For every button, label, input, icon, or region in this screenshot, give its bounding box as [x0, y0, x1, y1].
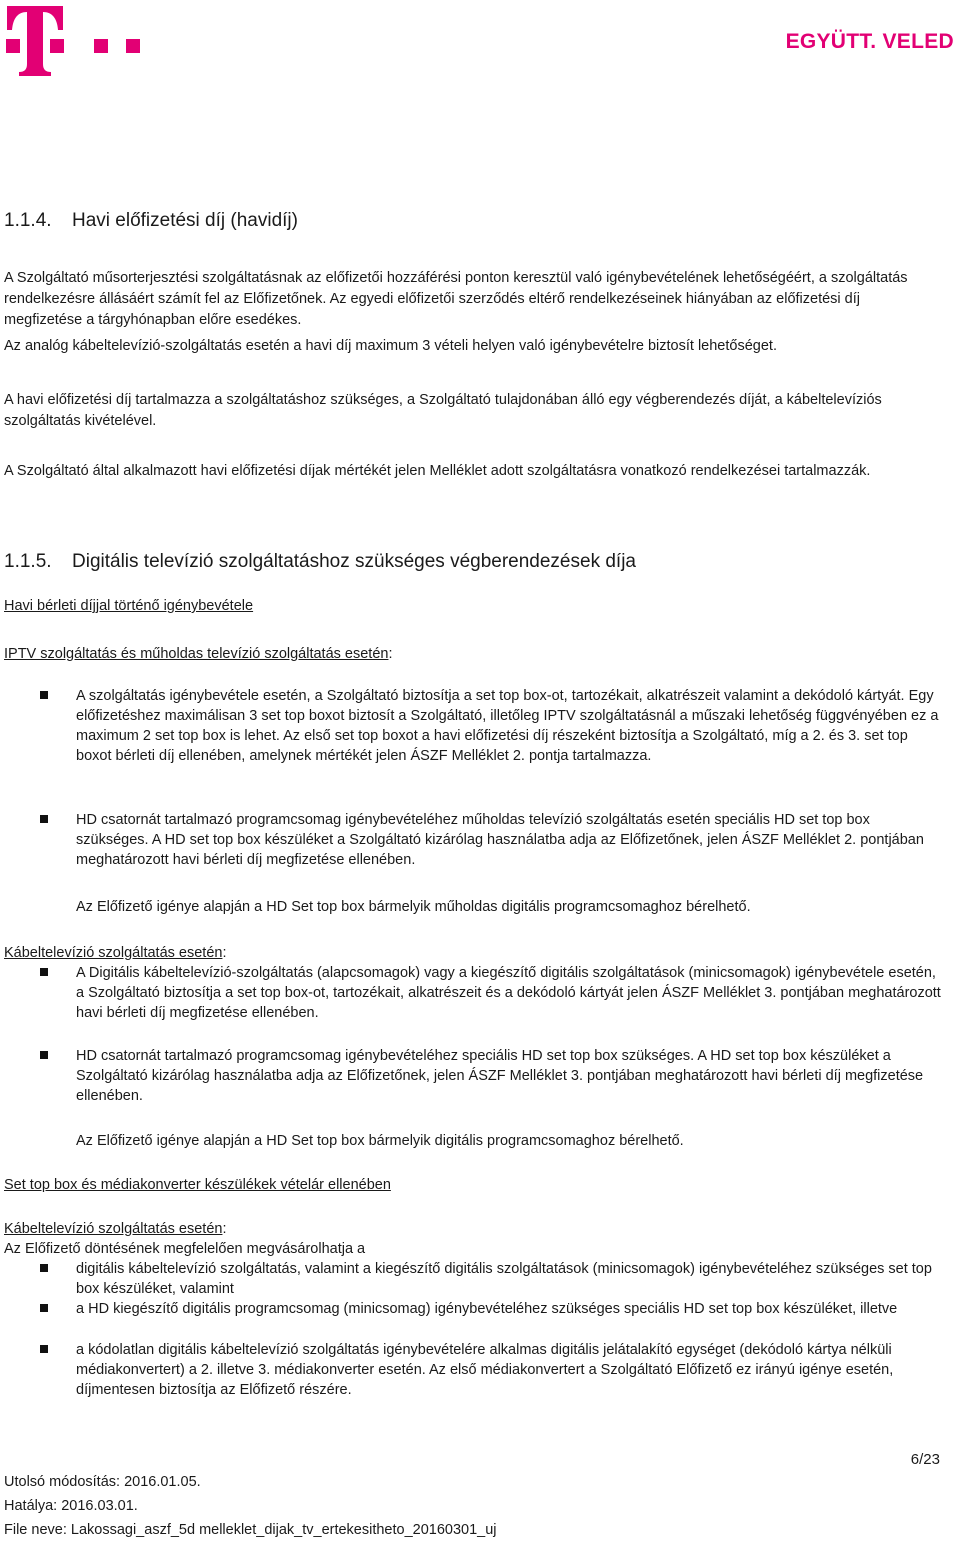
section-number: 1.1.4.	[4, 210, 52, 231]
list-item: a HD kiegészítő digitális programcsomag (minicsomag) igénybevételéhez szükséges speciális HD set top box készüléket, illetve	[76, 1301, 898, 1317]
bullet-icon	[40, 691, 48, 699]
paragraph: A Szolgáltató műsorterjesztési szolgáltatásnak az előfizetői hozzáférési ponton keresztül való igénybevételének lehetőségéért, a szolgáltatás rendelkezésre állásáért számít fel az Előfizetőnek. Az egyedi előfizetői szerződés eltérő rendelkezéseinek hiányában az előfizetési díj megfizetése a tárgyhónapban előre esedékes.	[4, 270, 908, 328]
footer-modified: Utolsó módosítás: 2016.01.05.	[4, 1474, 201, 1490]
intro-text: Az Előfizető döntésének megfelelően megvásárolhatja a	[4, 1241, 366, 1257]
subheading-rental: Havi bérleti díjjal történő igénybevétele	[4, 598, 254, 614]
bullet-icon	[40, 1051, 48, 1059]
telekom-logo	[6, 6, 146, 76]
note: Az Előfizető igénye alapján a HD Set top box bármelyik digitális programcsomaghoz bérelhető.	[76, 1133, 684, 1149]
section-title: Digitális televízió szolgáltatáshoz szükséges végberendezések díja	[72, 551, 636, 572]
bullet-icon	[40, 968, 48, 976]
bullet-icon	[40, 1264, 48, 1272]
kabel-heading: Kábeltelevízió szolgáltatás esetén:	[4, 945, 227, 961]
paragraph: A Szolgáltató által alkalmazott havi előfizetési díjak mértékét jelen Melléklet adott szolgáltatásra vonatkozó rendelkezései tartalmazzák.	[4, 463, 871, 479]
section-number: 1.1.5.	[4, 551, 52, 572]
list-item: a kódolatlan digitális kábeltelevízió szolgáltatás igénybevételére alkalmas digitális jelátalakító egységet (dekódoló kártya nélküli médiakonvertert) a 2. illetve 3. médiakonverter esetén. Az első médiakonvertert a Szolgáltató Előfizető ez irányú igénye esetén, díjmentesen biztosítja az Előfizető részére.	[76, 1342, 894, 1398]
list-item: digitális kábeltelevízió szolgáltatás, valamint a kiegészítő digitális szolgáltatások (minicsomagok) igénybevételéhez szükséges set top box készüléket, valamint	[76, 1261, 932, 1297]
paragraph: A havi előfizetési díj tartalmazza a szolgáltatáshoz szükséges, a Szolgáltató tulajdonában álló egy végberendezés díját, a kábeltelevíziós szolgáltatás kivételével.	[4, 392, 882, 429]
bullet-icon	[40, 1304, 48, 1312]
footer-effective: Hatálya: 2016.03.01.	[4, 1498, 138, 1514]
iptv-heading: IPTV szolgáltatás és műholdas televízió szolgáltatás esetén:	[4, 646, 393, 662]
list-item: HD csatornát tartalmazó programcsomag igénybevételéhez műholdas televízió szolgáltatás esetén speciális HD set top box szükséges. A HD set top box készüléket a Szolgáltató kizárólag használatba adja az Előfizetőnek, jelen ÁSZF Melléklet 2. pontjában meghatározott havi bérleti díj megfizetése ellenében.	[76, 812, 924, 868]
bullet-icon	[40, 1345, 48, 1353]
page-number: 6/23	[910, 1451, 940, 1468]
note: Az Előfizető igénye alapján a HD Set top box bármelyik műholdas digitális programcsomaghoz bérelhető.	[76, 899, 751, 915]
subheading-purchase: Set top box és médiakonverter készülékek vételár ellenében	[4, 1177, 391, 1193]
slogan: EGYÜTT. VELED	[785, 30, 954, 53]
list-item: A Digitális kábeltelevízió-szolgáltatás (alapcsomagok) vagy a kiegészítő digitális szolgáltatások (minicsomagok) igénybevétele esetén, a Szolgáltató biztosítja a set top box-ot, tartozékait, alkatrészeit és a dekódoló kártyát jelen ÁSZF Melléklet 3. pontjában meghatározott havi bérleti díj megfizetése ellenében.	[76, 965, 941, 1021]
list-item: A szolgáltatás igénybevétele esetén, a Szolgáltató biztosítja a set top box-ot, tartozékait, alkatrészeit valamint a dekódoló kártyát. Egy előfizetéshez maximálisan 3 set top boxot biztosít a Szolgáltató, illetőleg IPTV szolgáltatásnál a műszaki lehetőség függvényében ez a maximum 2 set top box is lehet. Az első set top boxot a havi előfizetési díj részeként biztosítja a Szolgáltató, míg a 2. és 3. set top boxot bérleti díj ellenében, amelynek mértékét jelen ÁSZF Melléklet 2. pontja tartalmazza.	[76, 688, 939, 764]
kabel2-heading: Kábeltelevízió szolgáltatás esetén:	[4, 1221, 227, 1237]
list-item: HD csatornát tartalmazó programcsomag igénybevételéhez speciális HD set top box szükséges. A HD set top box készüléket a Szolgáltató kizárólag használatba adja az Előfizetőnek, jelen ÁSZF Melléklet 3. pontjában meghatározott havi bérleti díj megfizetése ellenében.	[76, 1048, 924, 1104]
paragraph: Az analóg kábeltelevízió-szolgáltatás esetén a havi díj maximum 3 vételi helyen való igénybevételre biztosít lehetőséget.	[4, 338, 777, 354]
footer-filename: File neve: Lakossagi_aszf_5d melleklet_dijak_tv_ertekesitheto_20160301_uj	[4, 1522, 497, 1538]
section-114-heading	[4, 210, 298, 232]
bullet-icon	[40, 815, 48, 823]
section-115-heading	[4, 551, 636, 573]
section-title: Havi előfizetési díj (havidíj)	[72, 210, 298, 231]
